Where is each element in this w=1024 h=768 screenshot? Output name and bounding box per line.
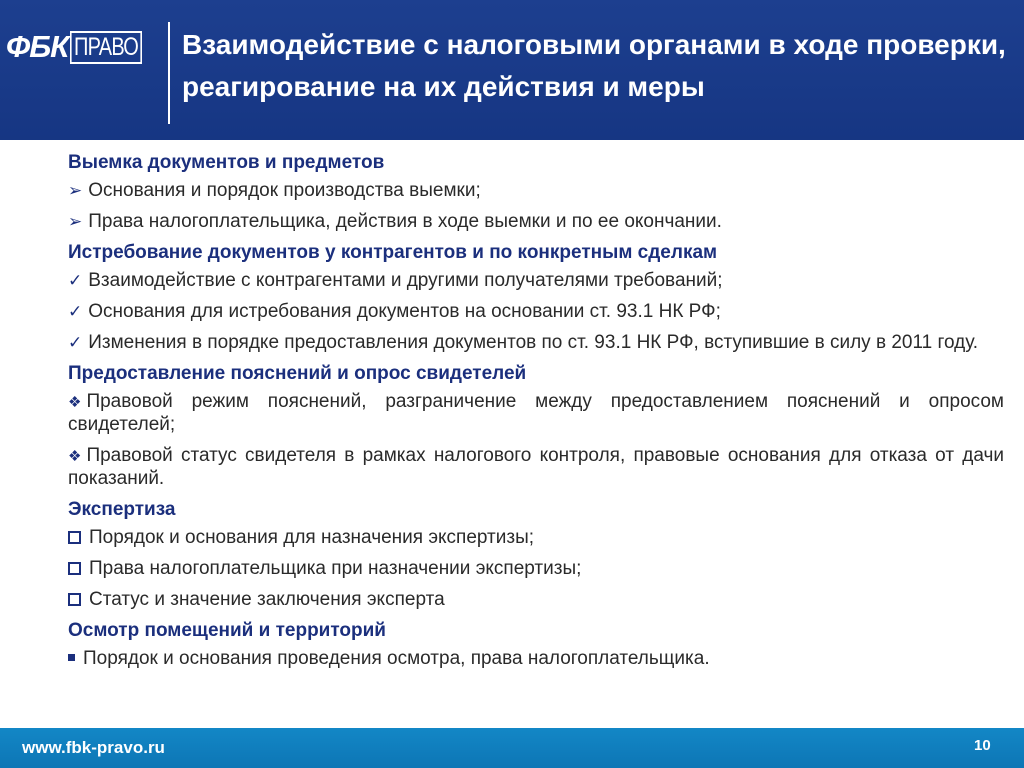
list-item-text: Основания для истребования документов на основании ст. 93.1 НК РФ;	[88, 301, 721, 322]
list-item	[68, 445, 1004, 490]
diamond-bullet-icon: ❖	[68, 448, 82, 465]
header-bar	[0, 0, 1024, 140]
list-item	[68, 589, 1004, 611]
list-item-text: Порядок и основания для назначения экспертизы;	[89, 527, 535, 548]
list-item-text: Основания и порядок производства выемки;	[88, 180, 481, 201]
square-bullet-icon	[68, 593, 81, 606]
list-item	[68, 180, 1004, 202]
section-title: Предоставление пояснений и опрос свидетелей	[68, 363, 527, 384]
list-item-text: Правовой режим пояснений, разграничение между предоставлением пояснений и опросом свидетелей;	[68, 391, 1004, 435]
checkmark-bullet-icon: ✓	[68, 302, 83, 321]
header-divider	[168, 22, 170, 124]
checkmark-bullet-icon: ✓	[68, 333, 83, 352]
page-number: 10	[974, 737, 991, 754]
diamond-bullet-icon: ❖	[68, 394, 82, 411]
website-link[interactable]: www.fbk-pravo.ru	[22, 738, 165, 757]
checkmark-bullet-icon: ✓	[68, 271, 83, 290]
list-item	[68, 391, 1004, 436]
list-item-text: Взаимодействие с контрагентами и другими получателями требований;	[88, 270, 723, 291]
small-square-bullet-icon	[68, 654, 75, 661]
list-item	[68, 648, 1004, 670]
logo-main-text: ФБК	[6, 29, 69, 64]
footer-bar	[0, 728, 1024, 768]
logo	[6, 30, 160, 64]
list-item-text: Правовой статус свидетеля в рамках налогового контроля, правовые основания для отказа от дачи показаний.	[68, 445, 1004, 489]
list-item	[68, 558, 1004, 580]
arrow-bullet-icon: ➢	[68, 181, 83, 200]
section-title: Выемка документов и предметов	[68, 152, 385, 173]
list-item-text: Права налогоплательщика, действия в ходе выемки и по ее окончании.	[88, 211, 722, 232]
list-item	[68, 270, 1004, 292]
list-item	[68, 211, 1004, 233]
section-title: Истребование документов у контрагентов и по конкретным сделкам	[68, 242, 718, 263]
square-bullet-icon	[68, 562, 81, 575]
slide-title: Взаимодействие с налоговыми органами в ходе проверки, реагирование на их действия и меры	[182, 29, 1006, 102]
list-item	[68, 332, 1004, 354]
list-item	[68, 527, 1004, 549]
section-title: Осмотр помещений и территорий	[68, 620, 386, 641]
list-item-text: Статус и значение заключения эксперта	[89, 589, 445, 610]
arrow-bullet-icon: ➢	[68, 212, 83, 231]
list-item-text: Права налогоплательщика при назначении экспертизы;	[89, 558, 582, 579]
square-bullet-icon	[68, 531, 81, 544]
list-item-text: Порядок и основания проведения осмотра, права налогоплательщика.	[83, 648, 710, 669]
section-title: Экспертиза	[68, 499, 176, 520]
logo-secondary-text: ПРАВО	[70, 31, 142, 64]
list-item-text: Изменения в порядке предоставления документов по ст. 93.1 НК РФ, вступившие в силу в 2011 году.	[88, 332, 979, 353]
list-item	[68, 301, 1004, 323]
slide-content	[68, 150, 1004, 679]
